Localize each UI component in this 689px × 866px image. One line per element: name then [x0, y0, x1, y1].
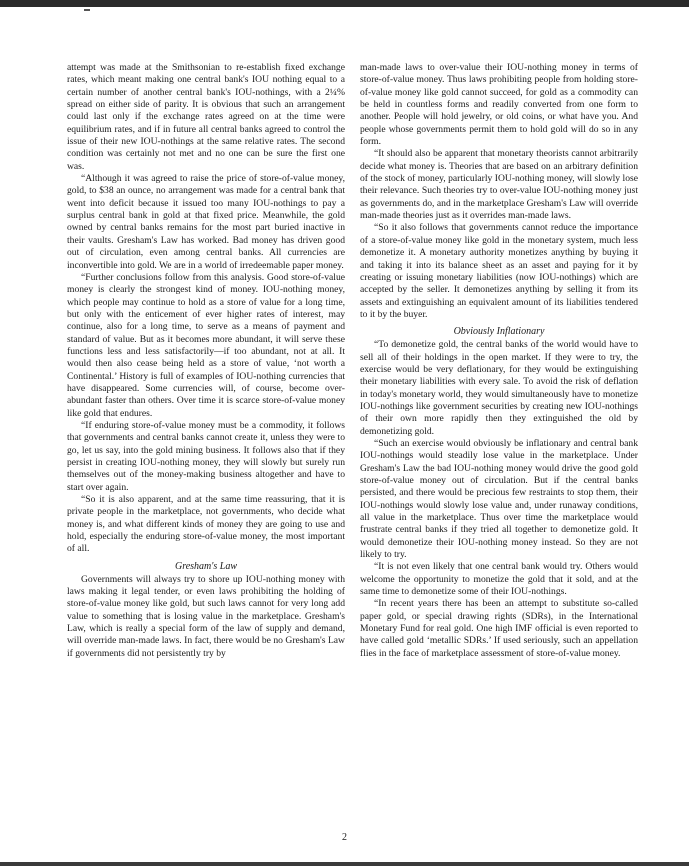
paragraph: “In recent years there has been an attempt to substitute so-called paper gold, or special drawing rights (SDRs), in the International Monetary Fund for real gold. One high IMF official is even reported to have called gold ‘metallic SDRs.’ If used seriously, such an appellation flies in the face of marketplace assessment of store-of-value money.: [360, 598, 638, 659]
paragraph: “Further conclusions follow from this analysis. Good store-of-value money is clearly the strongest kind of money. IOU-nothing money, which people may continue to hold as a store of value for a long time, but only with the enticement of ever higher rates of interest, may continue, also for a long time, to serve as a means of payment and standard of value. But as it becomes more abundant, it will serve these functions less and less satisfactorily—if too abundant, not at all. It would then also cease being held as a store of value, ‘not worth a Continental.’ History is full of examples of IOU-nothing currencies that have disappeared. Some currencies will, of course, become over-abundant faster than others. Over time it is scarce store-of-value money like gold that endures.: [67, 271, 345, 419]
paragraph: “Such an exercise would obviously be inflationary and central bank IOU-nothings would steadily lose value in the marketplace. Under Gresham's Law the bad IOU-nothing money would drive the good gold store-of-value money out of circulation. But if the central banks persisted, and there would be precious few restraints to stop them, their IOU-nothings would slowly lose value and, under runaway conditions, all value in the marketplace. Thus over time the marketplace would frustrate central banks if they tried all together to demonetize gold. It would demonetize their IOU-nothing money instead. So they are not likely to try.: [360, 437, 638, 561]
section-heading: Obviously Inflationary: [453, 326, 545, 338]
paragraph: “To demonetize gold, the central banks of the world would have to sell all of their holdings in the open market. If they were to try, the exercise would be very deflationary, for they would be extinguishing their monetary liabilities with every sale. To avoid the risk of deflation in today's monetary world, they would simultaneously have to monetize IOU-nothings like government securities by creating new IOU-nothings of their own more rapidly then they extinguished the old by demonetizing gold.: [360, 339, 638, 437]
paragraph: Governments will always try to shore up IOU-nothing money with laws making it legal tender, or even laws prohibiting the holding of store-of-value money like gold, but such laws cannot for very long add value to something that is losing value in the marketplace. Gresham's Law, which is really a special form of the law of supply and demand, will override man-made laws. In fact, there would be no Gresham's Law if governments did not persistently try by: [67, 573, 345, 659]
paragraph: “Although it was agreed to raise the price of store-of-value money, gold, to $38 an ounce, no arrangement was made for a central bank that went into deficit because it issued too many IOU-nothings to pay a surplus central bank in gold at that fixed price. Meanwhile, the gold owned by central banks remains for the most part buried inactive in their vaults. Gresham's Law has worked. Bad money has driven good out of circulation, even among central banks. All currencies are inconvertible into gold. We are in a world of irredeemable paper money.: [67, 173, 345, 271]
paragraph: “If enduring store-of-value money must be a commodity, it follows that governments and central banks cannot create it, unless they were to go, let us say, into the gold mining business. It follows also that if they persist in creating IOU-nothing money, they will slowly but surely run themselves out of the money-making business altogether and have to start over again.: [67, 419, 345, 493]
scan-bottom-border: [0, 862, 689, 866]
paragraph: “So it is also apparent, and at the same time reassuring, that it is private people in the marketplace, not governments, who decide what money is, and what different kinds of money they are going to use and hold, especially the enduring store-of-value money, the most important of all.: [67, 494, 345, 555]
page-number: 2: [342, 832, 347, 843]
paragraph: attempt was made at the Smithsonian to re-establish fixed exchange rates, which meant making one central bank's IOU nothing equal to a certain number of another central bank's IOU-nothings, with a 2¼% spread on either side of parity. It is obvious that such an arrangement could last only if the exchange rates agreed on at the time were equilibrium rates, and if in future all central banks agreed to control the issue of their new IOU-nothings at the same relative rates. The second condition was certainly not met and no one can be sure the first one was.: [67, 62, 345, 172]
section-heading: Gresham's Law: [174, 560, 238, 572]
paragraph: “So it also follows that governments cannot reduce the importance of a store-of-value money like gold in the monetary system, much less demonetize it. A monetary authority monetizes anything by buying it and taking it into its balance sheet as an asset and paying for it by creating or issuing monetary liabilities (now IOU-nothings) which are accepted by the seller. It demonetizes anything by selling it from its assets and extinguishing an equivalent amount of its liabilities tendered to it by the buyer.: [360, 222, 638, 320]
right-column: [360, 62, 638, 832]
paragraph: “It should also be apparent that monetary theorists cannot arbitrarily decide what money is. Theories that are based on an arbitrary definition of the stock of money, particularly IOU-nothing money, will slowly lose their relevance. Such theories try to over-value IOU-nothing money just as governments do, and in the marketplace Gresham's Law will override man-made theories just as it overrides man-made laws.: [360, 148, 638, 222]
paragraph: “It is not even likely that one central bank would try. Others would welcome the opportunity to monetize the gold that it sold, and at the same time to demonetize some of their IOU-nothings.: [360, 561, 638, 598]
paragraph: man-made laws to over-value their IOU-nothing money in terms of store-of-value money. Thus laws prohibiting people from holding store-of-value money like gold cannot succeed, for gold as a commodity can be held in countless forms and readily converted from one form to another. People will hold jewelry, or old coins, or what have you. And people whose governments permit them to hold gold will do so in any form.: [360, 62, 638, 148]
scan-top-border: [0, 0, 689, 7]
scan-artifact: [84, 9, 90, 11]
left-column: [67, 62, 345, 832]
